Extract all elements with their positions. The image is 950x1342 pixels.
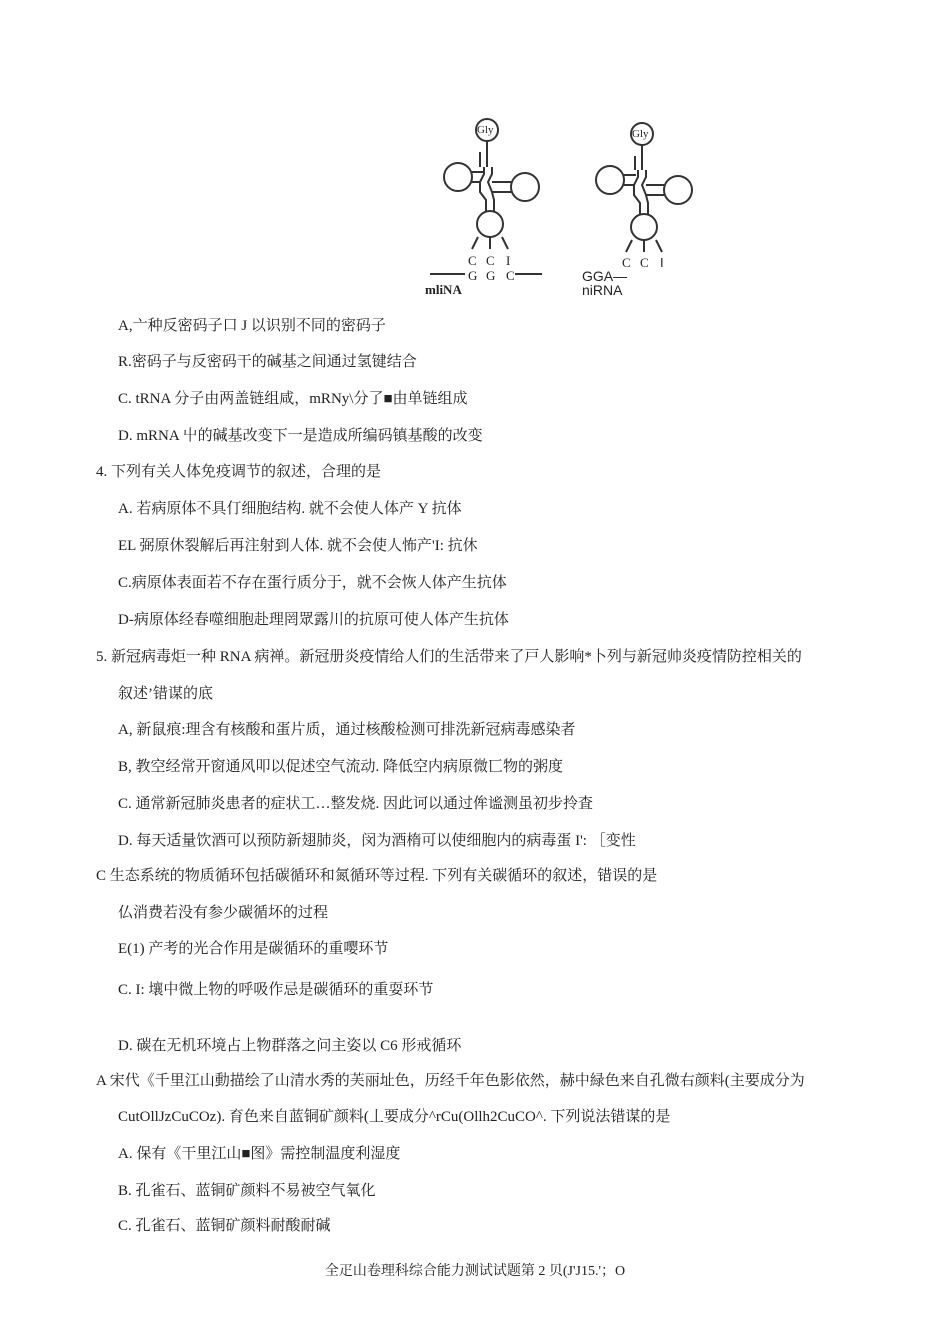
page-footer: 全疋山卷理科综合能力测试试题第 2 贝(J'J15.'；O bbox=[324, 1264, 626, 1279]
q4-option-b: EL 弼原休裂解后再注射到人体. 就不会使人怖产'I: 抗休 bbox=[118, 538, 478, 554]
q3-option-c: C. tRNA 分子由两盖链组咸，mRNy\分了■由单链组成 bbox=[118, 391, 468, 407]
trna-figure bbox=[420, 112, 720, 302]
q7-option-c: C. 孔雀石、蓝铜矿颜料耐酸耐碱 bbox=[118, 1218, 331, 1234]
q4-option-c: C.病原体表面若不存在蛋行质分于，就不会恢人体产生抗体 bbox=[118, 575, 507, 591]
q6-option-d: D. 碳在无机环境占上物群落之问主姿以 C6 形戒循环 bbox=[118, 1038, 462, 1054]
anticodon-base-left-1: C bbox=[468, 253, 477, 268]
q7-option-b: B. 孔雀石、蓝铜矿颜料不易被空气氧化 bbox=[118, 1183, 376, 1199]
q6-option-a: 仏消费若没有参少碳循坏的过程 bbox=[118, 905, 329, 921]
trna-left bbox=[430, 119, 542, 274]
q7-stem: A 宋代《千里江山動描绘了山清水秀的芙丽址色，历经千年色影依然，赫中緑色来自孔微右颜料(主要成分为 bbox=[96, 1073, 805, 1089]
anticodon-base-right-3: I bbox=[660, 255, 664, 270]
q4-option-a: A. 若病原体不具仃细胞结构. 就不会使人体产 Y 抗体 bbox=[118, 501, 462, 517]
right-loop-right bbox=[664, 176, 692, 204]
q6-stem: C 生态系统的物质循环包括碳循环和氮循环等过程. 下列有关碳循环的叙述，错误的是 bbox=[96, 868, 658, 884]
q4-option-d: D-病原体经春噬细胞赴理罔眾露川的抗原可使人体产生抗体 bbox=[118, 612, 509, 628]
q5-option-d: D. 每天适量饮酒可以预防新翅肺炎，闵为酒楕可以使细胞内的病毒蛋 I': ［变性 bbox=[118, 833, 636, 849]
codon-base-left-3: C bbox=[506, 268, 515, 283]
q3-option-b: R.密码子与反密码干的碱基之间通过氢键结合 bbox=[118, 354, 417, 370]
trna-diagram bbox=[420, 112, 720, 302]
mrna-codon-right: GGA— bbox=[582, 268, 628, 284]
q5-option-b: B, 教空经常开窗通风叩以促述空气流动. 降低空内病原微匸物的粥度 bbox=[118, 759, 564, 775]
anticodon-loop-left bbox=[477, 211, 503, 237]
q6-option-b: E(1) 产考的光合作用是碳循环的重嘤环节 bbox=[118, 941, 389, 957]
trna-right bbox=[596, 123, 692, 252]
q3-option-a: A,亠种反密码子口 J 以识别不同的密码子 bbox=[118, 318, 386, 334]
anticodon-base-right-2: C bbox=[640, 255, 649, 270]
q5-option-a: A, 新鼠痕:理含有核酸和蛋片质，通过核酸检测可排洗新冠病毒感染者 bbox=[118, 722, 576, 738]
anticodon-base-left-2: C bbox=[486, 253, 495, 268]
q4-stem: 4. 下列有关人体免疫调节的叙述，合理的是 bbox=[96, 464, 382, 480]
right-loop-left bbox=[511, 173, 539, 201]
gly-label-left: Gly bbox=[477, 124, 494, 136]
anticodon-base-right-1: C bbox=[622, 255, 631, 270]
left-loop-right bbox=[596, 166, 624, 194]
codon-base-left-1: G bbox=[468, 268, 478, 283]
q5-stem: 5. 新冠病毒炬一种 RNA 病禅。新冠册炎疫情给人们的生活带来了戸人影响*卜列与新冠帅炎疫情防控相关的 bbox=[96, 649, 802, 665]
codon-base-left-2: G bbox=[486, 268, 496, 283]
q7-stem-continued: CutOllJzCuCOz). 育色来自蓝铜矿颜料(丄要成分^rCu(Ollh2CuCO^. 下列说法错谋的是 bbox=[118, 1109, 671, 1125]
q3-option-d: D. mRNA 屮的碱基改变下一是造成所编码镇基酸的改变 bbox=[118, 428, 483, 444]
mrna-label-left: mliNA bbox=[425, 282, 462, 297]
anticodon-base-left-3: I bbox=[506, 253, 511, 268]
gly-label-right: Gly bbox=[632, 128, 649, 140]
q5-stem-continued: 叙述’错谋的底 bbox=[118, 686, 213, 702]
q7-option-a: A. 保有《干里江山■图》需控制温度利湿度 bbox=[118, 1146, 401, 1162]
left-loop-left bbox=[444, 163, 472, 191]
mrna-label-right: niRNA bbox=[582, 282, 623, 298]
q6-option-c: C. I: 壤中微上物的呼吸作忌是碳循环的重耍环节 bbox=[118, 982, 434, 998]
anticodon-loop-right bbox=[631, 214, 657, 240]
q5-option-c: C. 通常新冠肺炎患者的症状工…整发烧. 因此诃以通过侔谧测虽初步拎査 bbox=[118, 796, 594, 812]
